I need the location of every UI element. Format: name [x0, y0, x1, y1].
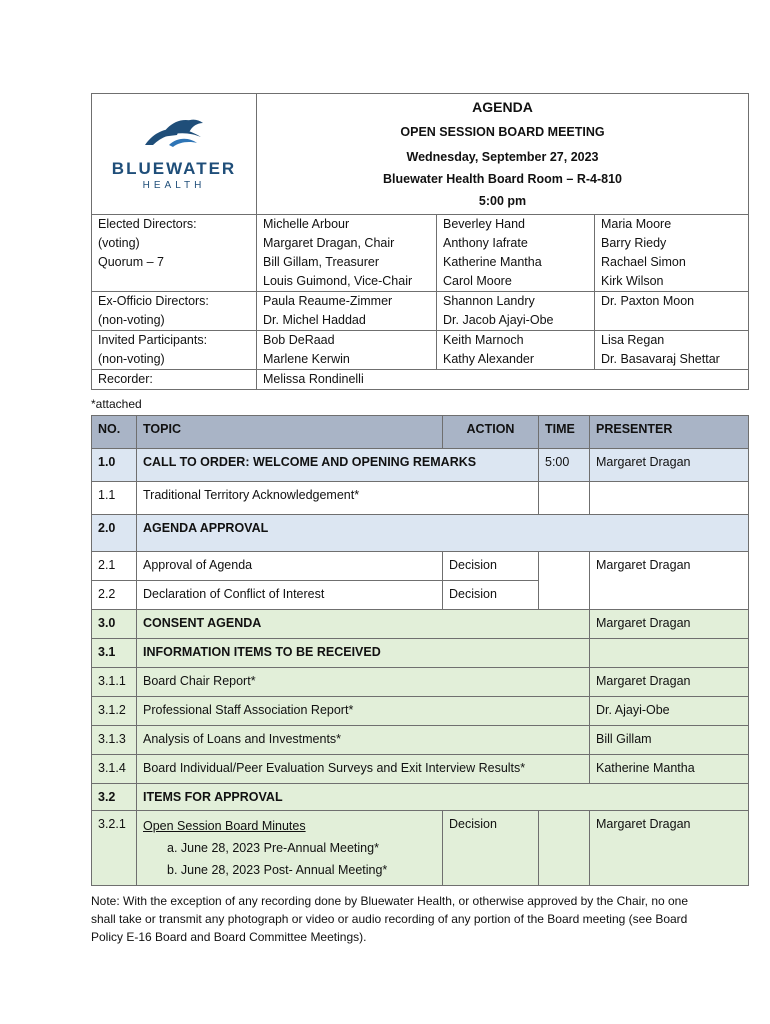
exofficio-col3: [595, 292, 749, 331]
meeting-subtitle: OPEN SESSION BOARD MEETING: [400, 125, 605, 139]
item-no: 1.0: [92, 449, 137, 482]
table-row: [92, 726, 749, 755]
item-no: 3.1.1: [92, 668, 137, 697]
item-topic: CALL TO ORDER: WELCOME AND OPENING REMARKS: [137, 449, 539, 482]
recorder-label: Recorder:: [92, 370, 257, 390]
item-no: 3.1.4: [92, 755, 137, 784]
table-row: [92, 755, 749, 784]
person-name: Carol Moore: [443, 274, 512, 288]
person-name: Kathy Alexander: [443, 352, 535, 366]
table-row: [92, 784, 749, 811]
item-no: 3.0: [92, 610, 137, 639]
invited-label-line: Invited Participants:: [98, 333, 208, 347]
elected-label-line: (voting): [98, 236, 140, 250]
agenda-header-row: [92, 416, 749, 449]
recorder-name: Melissa Rondinelli: [257, 370, 749, 390]
exofficio-label-line: Ex-Officio Directors:: [98, 294, 209, 308]
elected-col2: [437, 215, 595, 292]
invited-label-line: (non-voting): [98, 352, 165, 366]
item-topic: Declaration of Conflict of Interest: [137, 581, 443, 610]
footer-note: Note: With the exception of any recording done by Bluewater Health, or otherwise approved by the Chair, no one shall take or transmit any photograph or video or audio recording of any portion of the Board meeting (see Board Policy E-16 Board and Board Committee Meetings).: [91, 894, 689, 944]
person-name: Anthony Iafrate: [443, 236, 528, 250]
agenda-table: [91, 415, 749, 886]
item-time: [539, 811, 590, 886]
item-presenter: Bill Gillam: [590, 726, 749, 755]
exofficio-col1: [257, 292, 437, 331]
person-name: Dr. Michel Haddad: [263, 313, 366, 327]
exofficio-directors-row: [92, 292, 749, 331]
elected-label-line: Quorum – 7: [98, 255, 165, 269]
meeting-date: Wednesday, September 27, 2023: [406, 150, 599, 164]
person-name: Dr. Paxton Moon: [601, 294, 695, 308]
item-topic: Board Individual/Peer Evaluation Surveys and Exit Interview Results*: [137, 755, 590, 784]
table-row: [92, 581, 749, 610]
person-name: Keith Marnoch: [443, 333, 524, 347]
item-presenter: Margaret Dragan: [590, 811, 749, 886]
person-name: Michelle Arbour: [263, 217, 350, 231]
table-row: [92, 668, 749, 697]
item-topic: CONSENT AGENDA: [137, 610, 590, 639]
item-topic: ITEMS FOR APPROVAL: [137, 784, 749, 811]
invited-participants-row: [92, 331, 749, 370]
item-action: Decision: [443, 581, 539, 610]
item-topic: Analysis of Loans and Investments*: [137, 726, 590, 755]
person-name: Beverley Hand: [443, 217, 525, 231]
table-row: [92, 515, 749, 552]
person-name: Lisa Regan: [601, 333, 665, 347]
item-no: 3.2.1: [92, 811, 137, 886]
minutes-link-text: Open Session Board Minutes: [143, 819, 306, 833]
item-topic: Board Chair Report*: [137, 668, 590, 697]
item-presenter: Margaret Dragan: [590, 552, 749, 581]
col-header-action: ACTION: [443, 416, 539, 449]
elected-col3: [595, 215, 749, 292]
item-time: [539, 552, 590, 610]
logo-cell: [92, 94, 257, 215]
item-no: 3.1.3: [92, 726, 137, 755]
person-name: Bob DeRaad: [263, 333, 335, 347]
person-name: Dr. Basavaraj Shettar: [601, 352, 720, 366]
item-topic: Approval of Agenda: [137, 552, 443, 581]
item-no: 3.1: [92, 639, 137, 668]
person-name: Barry Riedy: [601, 236, 667, 250]
meeting-location: Bluewater Health Board Room – R-4-810: [383, 172, 622, 186]
item-topic: AGENDA APPROVAL: [137, 515, 749, 552]
person-name: Shannon Landry: [443, 294, 535, 308]
logo-subtext: HEALTH: [142, 180, 206, 191]
item-presenter: [590, 639, 749, 668]
item-no: 2.0: [92, 515, 137, 552]
item-no: 1.1: [92, 482, 137, 515]
item-no: 3.1.2: [92, 697, 137, 726]
item-action: Decision: [443, 552, 539, 581]
item-topic: INFORMATION ITEMS TO BE RECEIVED: [137, 639, 590, 668]
col-header-no: NO.: [92, 416, 137, 449]
person-name: Kirk Wilson: [601, 274, 664, 288]
attached-note: *attached: [91, 397, 142, 411]
invited-col2: [437, 331, 595, 370]
person-name: Louis Guimond, Vice-Chair: [263, 274, 413, 288]
item-presenter: Dr. Ajayi-Obe: [590, 697, 749, 726]
item-topic: Professional Staff Association Report*: [137, 697, 590, 726]
item-presenter: [590, 482, 749, 515]
item-presenter: Margaret Dragan: [590, 449, 749, 482]
person-name: Margaret Dragan, Chair: [263, 236, 395, 250]
person-name: Rachael Simon: [601, 255, 686, 269]
meeting-time: 5:00 pm: [478, 194, 527, 208]
elected-label-line: Elected Directors:: [98, 217, 197, 231]
person-name: Dr. Jacob Ajayi-Obe: [443, 313, 554, 327]
invited-col1: [257, 331, 437, 370]
recorder-row: [92, 370, 749, 390]
person-name: Marlene Kerwin: [263, 352, 350, 366]
item-presenter: [590, 581, 749, 610]
exofficio-col2: [437, 292, 595, 331]
elected-col1: [257, 215, 437, 292]
person-name: Katherine Mantha: [443, 255, 542, 269]
person-name: Paula Reaume-Zimmer: [263, 294, 393, 308]
table-row: [92, 697, 749, 726]
table-row: [92, 449, 749, 482]
item-presenter: Margaret Dragan: [590, 610, 749, 639]
sub-item: b. June 28, 2023 Post- Annual Meeting*: [167, 863, 388, 877]
sub-item: a. June 28, 2023 Pre-Annual Meeting*: [167, 841, 379, 855]
invited-label: [92, 331, 257, 370]
col-header-time: TIME: [539, 416, 590, 449]
item-topic: [137, 811, 443, 886]
logo-wordmark: BLUEWATER: [111, 159, 237, 178]
elected-label: [92, 215, 257, 292]
table-row: [92, 639, 749, 668]
item-presenter: Margaret Dragan: [590, 668, 749, 697]
item-time: [539, 482, 590, 515]
table-row: [92, 482, 749, 515]
invited-col3: [595, 331, 749, 370]
agenda-title: AGENDA: [472, 99, 533, 115]
bluewater-health-logo-icon: [139, 115, 209, 151]
meeting-header-table: [91, 93, 749, 390]
item-no: 2.1: [92, 552, 137, 581]
person-name: Bill Gillam, Treasurer: [263, 255, 379, 269]
item-action: Decision: [443, 811, 539, 886]
table-row: [92, 610, 749, 639]
exofficio-label-line: (non-voting): [98, 313, 165, 327]
col-header-topic: TOPIC: [137, 416, 443, 449]
table-row: [92, 552, 749, 581]
item-no: 2.2: [92, 581, 137, 610]
exofficio-label: [92, 292, 257, 331]
table-row: [92, 811, 749, 886]
item-no: 3.2: [92, 784, 137, 811]
meeting-title-cell: [257, 94, 749, 215]
elected-directors-row: [92, 215, 749, 292]
item-topic: Traditional Territory Acknowledgement*: [137, 482, 539, 515]
person-name: Maria Moore: [601, 217, 672, 231]
item-time: 5:00: [539, 449, 590, 482]
col-header-presenter: PRESENTER: [590, 416, 749, 449]
item-presenter: Katherine Mantha: [590, 755, 749, 784]
